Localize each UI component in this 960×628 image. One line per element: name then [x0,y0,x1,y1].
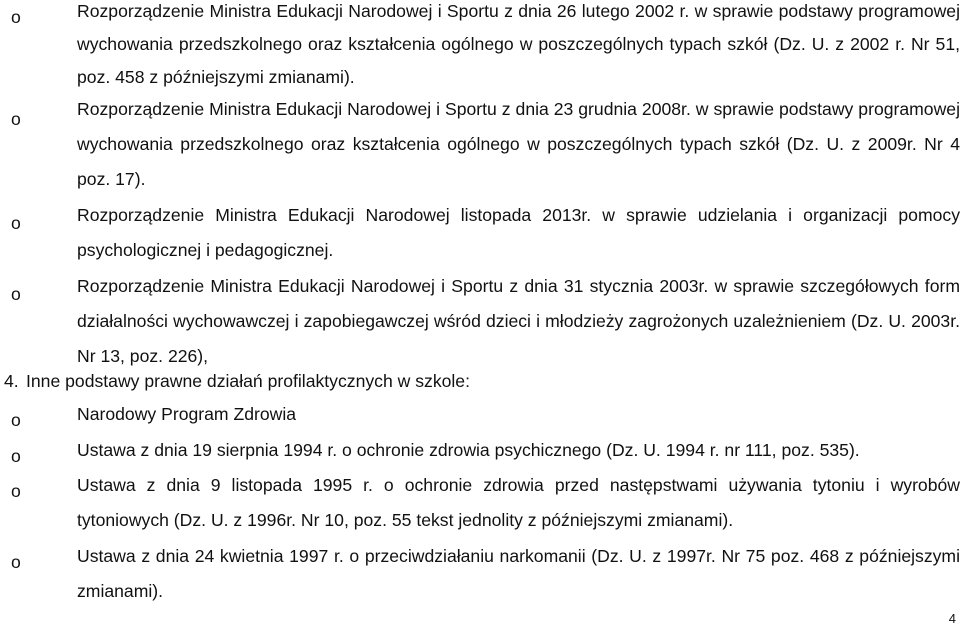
bullet-marker: o [11,213,21,233]
list-item-text: Ustawa z dnia 9 listopada 1995 r. o ochronie zdrowia przed następstwami używania tytoniu i wyrobów tytoniowych (Dz. U. z 1996r. Nr 10, poz. 55 tekst jednolity z późniejszymi zmianami). [77,475,960,530]
list-item [0,269,960,374]
section-number: 4. [4,371,19,391]
list-item [0,198,960,269]
bullet-marker: o [11,284,21,304]
list-item [0,397,960,433]
list-item [0,0,960,92]
bullet-marker: o [11,410,21,430]
list-item-text: Ustawa z dnia 24 kwietnia 1997 r. o przeciwdziałaniu narkomanii (Dz. U. z 1997r. Nr 75 poz. 468 z późniejszymi zmianami). [77,546,960,601]
list-item [0,539,960,611]
section-title: Inne podstawy prawne działań profilaktycznych w szkole: [26,371,470,391]
section-heading [4,369,470,393]
bullet-marker: o [11,109,21,129]
list-item [0,433,960,468]
other-acts-list [0,397,960,611]
bullet-marker: o [11,481,21,501]
list-item [0,92,960,198]
list-item-text: Ustawa z dnia 19 sierpnia 1994 r. o ochronie zdrowia psychicznego (Dz. U. 1994 r. nr 111, poz. 535). [77,440,860,460]
bullet-marker: o [11,7,21,27]
page-number: 4 [948,611,956,626]
list-item [0,468,960,539]
list-item-text: Rozporządzenie Ministra Edukacji Narodowej i Sportu z dnia 31 stycznia 2003r. w sprawie szczegółowych form działalności wychowawczej i zapobiegawczej wśród dzieci i młodzieży zagrożonych uzależnieniem (Dz. U. 2003r. Nr 13, poz. 226), [77,276,960,366]
bullet-marker: o [11,552,21,572]
list-item-text: Rozporządzenie Ministra Edukacji Narodowej i Sportu z dnia 26 lutego 2002 r. w sprawie podstawy programowej wychowania przedszkolnego oraz kształcenia ogólnego w poszczególnych typach szkół (Dz. U. z 2002 r. Nr 51, poz. 458 z późniejszymi zmianami). [77,1,960,87]
list-item-text: Narodowy Program Zdrowia [77,404,297,424]
list-item-text: Rozporządzenie Ministra Edukacji Narodowej i Sportu z dnia 23 grudnia 2008r. w sprawie podstawy programowej wychowania przedszkolnego oraz kształcenia ogólnego w poszczególnych typach szkół (Dz. U. z 2009r. Nr 4 poz. 17). [77,99,960,189]
list-item-text: Rozporządzenie Ministra Edukacji Narodowej listopada 2013r. w sprawie udzielania i organizacji pomocy psychologicznej i pedagogicznej. [77,205,960,260]
bullet-marker: o [11,446,21,466]
